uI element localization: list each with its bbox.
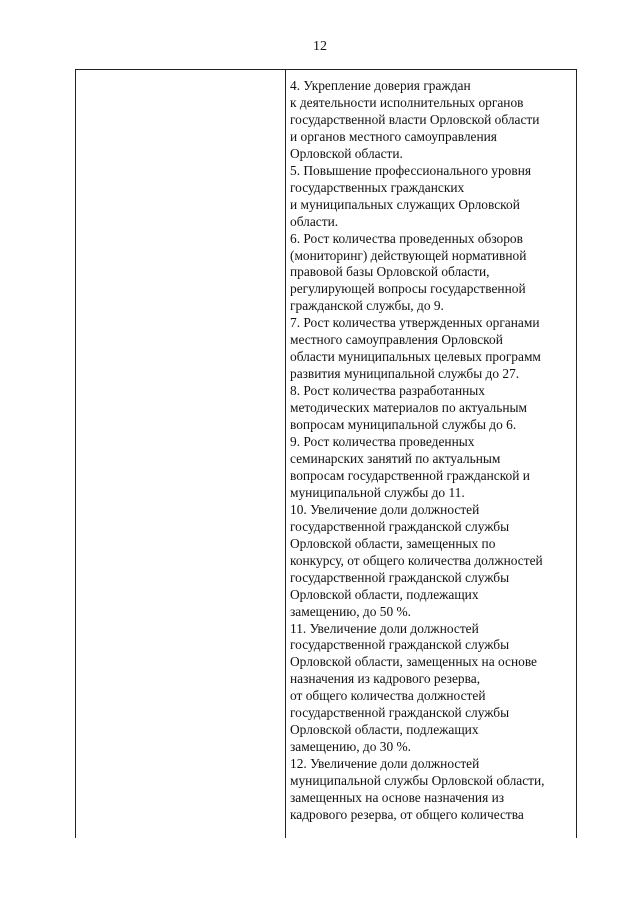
text-line: конкурсу, от общего количества должностей (290, 552, 543, 568)
text-line: (мониторинг) действующей нормативной (290, 247, 527, 263)
text-line: вопросам государственной гражданской и (290, 467, 530, 483)
text-line: регулирующей вопросы государственной (290, 281, 526, 297)
text-line: 9. Рост количества проведенных (290, 434, 475, 450)
text-line: замещенных на основе назначения из (290, 790, 505, 806)
text-line: Орловской области, подлежащих (290, 586, 479, 602)
text-line: к деятельности исполнительных органов (290, 94, 524, 110)
text-line: 7. Рост количества утвержденных органами (290, 315, 540, 331)
text-line: местного самоуправления Орловской (290, 332, 503, 348)
text-line: от общего количества должностей (290, 688, 486, 704)
text-line: муниципальной службы Орловской области, (290, 773, 545, 789)
text-line: 4. Укрепление доверия граждан (290, 78, 471, 93)
text-line: и органов местного самоуправления (290, 128, 497, 144)
text-line: вопросам муниципальной службы до 6. (290, 417, 517, 433)
text-line: замещению, до 50 %. (290, 603, 412, 619)
text-line: области. (290, 213, 339, 229)
page-number: 12 (313, 39, 327, 54)
text-line: государственных гражданских (290, 179, 465, 195)
text-line: Орловской области, замещенных на основе (290, 654, 538, 670)
text-line: государственной гражданской службы (290, 705, 510, 721)
text-line: семинарских занятий по актуальным (290, 450, 501, 466)
text-line: и муниципальных служащих Орловской (290, 196, 520, 212)
text-line: 11. Увеличение доли должностей (290, 620, 479, 636)
column-divider (285, 70, 286, 838)
text-line: государственной гражданской службы (290, 569, 510, 585)
text-line: замещению, до 30 %. (290, 739, 412, 755)
text-line: государственной власти Орловской области (290, 111, 540, 127)
text-line: муниципальной службы до 11. (290, 484, 465, 500)
text-line: 12. Увеличение доли должностей (290, 756, 480, 772)
text-line: 8. Рост количества разработанных (290, 383, 485, 399)
document-table (75, 69, 577, 838)
text-line: области муниципальных целевых программ (290, 349, 541, 365)
text-line: Орловской области, замещенных по (290, 535, 496, 551)
table-cell-right (290, 78, 580, 838)
text-line: 10. Увеличение доли должностей (290, 501, 480, 517)
text-line: государственной гражданской службы (290, 637, 510, 653)
text-line: государственной гражданской службы (290, 518, 510, 534)
text-line: кадрового резерва, от общего количества (290, 806, 524, 822)
text-line: гражданской службы, до 9. (290, 298, 444, 314)
text-line: Орловской области. (290, 145, 403, 161)
text-line: методических материалов по актуальным (290, 400, 527, 416)
table-cell-left (76, 70, 285, 838)
text-line: назначения из кадрового резерва, (290, 671, 481, 687)
text-line: 6. Рост количества проведенных обзоров (290, 230, 523, 246)
text-line: развития муниципальной службы до 27. (290, 366, 520, 382)
text-line: правовой базы Орловской области, (290, 264, 490, 280)
text-line: Орловской области, подлежащих (290, 722, 479, 738)
text-line: 5. Повышение профессионального уровня (290, 162, 532, 178)
